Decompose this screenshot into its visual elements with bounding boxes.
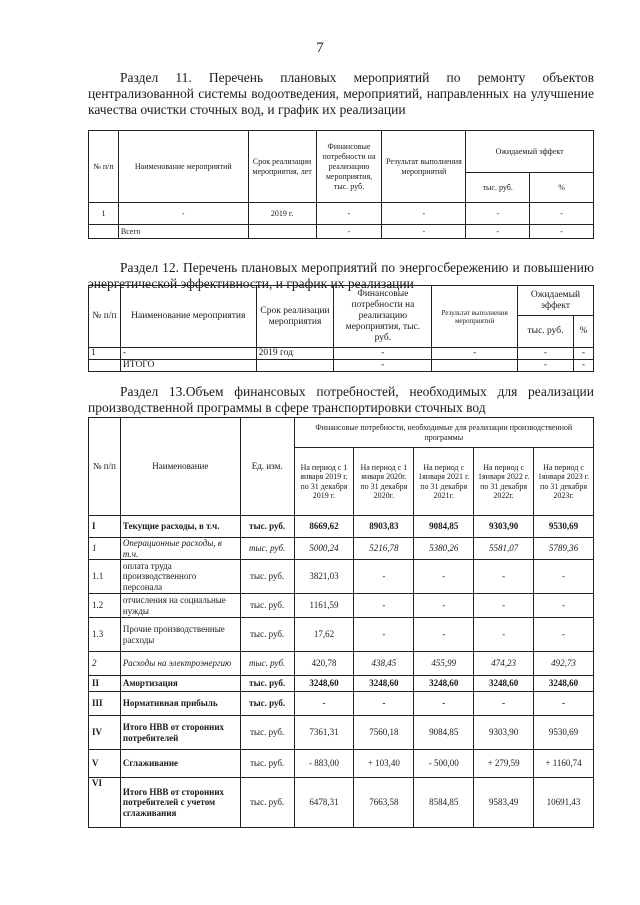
row-value: 17,62: [294, 618, 354, 652]
header-finance-group: Финансовые потребности, необходимые для реализации производственной программы: [294, 418, 593, 448]
table-row: [89, 360, 594, 372]
row-unit: тыс. руб.: [240, 716, 294, 750]
row-value: 3248,60: [294, 676, 354, 692]
row-name: Итого НВВ от сторонних потребителей: [120, 716, 240, 750]
section-13-title: Раздел 13.Объем финансовых потребностей, необходимых для реализации производственной программы в сфере транспортировки сточных вод: [88, 384, 594, 415]
row-unit: тыс. руб.: [240, 652, 294, 676]
row-name: -: [118, 203, 248, 225]
row-rub: -: [518, 348, 574, 360]
row-name: отчисления на социальные нужды: [120, 594, 240, 618]
row-value: -: [354, 692, 414, 716]
row-value: 9303,90: [474, 516, 534, 538]
row-value: 3821,03: [294, 560, 354, 594]
row-value: 5789,36: [534, 538, 594, 560]
row-value: -: [534, 692, 594, 716]
row-name: Нормативная прибыль: [120, 692, 240, 716]
row-code: 1.3: [89, 618, 121, 652]
row-value: -: [534, 560, 594, 594]
table-row: [89, 652, 594, 676]
row-value: 10691,43: [534, 778, 594, 828]
header-period: На период с 1января 2022 г. по 31 декабря 2022г.: [474, 448, 534, 516]
header-finance: Финансовые потребности на реализацию мероприятия, тыс. руб.: [316, 131, 382, 203]
row-value: 492,73: [534, 652, 594, 676]
table-row: [89, 594, 594, 618]
section-13-table: [88, 417, 594, 828]
row-name: Сглаживание: [120, 750, 240, 778]
table-row: [89, 676, 594, 692]
row-result: -: [432, 348, 518, 360]
header-period: На период с 1 января 2019 г. по 31 декабря 2019 г.: [294, 448, 354, 516]
header-period: На период с 1января 2021 г. по 31 декабря 2021г.: [414, 448, 474, 516]
row-name: -: [120, 348, 256, 360]
row-unit: тыс. руб.: [240, 676, 294, 692]
row-term: 2019 год: [256, 348, 334, 360]
section-11-title: Раздел 11. Перечень плановых мероприятий по ремонту объектов централизованной системы водоотведения, мероприятий, направленных на улучшение качества очистки сточных вод, и график их реализации: [88, 70, 594, 117]
row-value: + 279,59: [474, 750, 534, 778]
row-value: + 103,40: [354, 750, 414, 778]
header-effect: Ожидаемый эффект: [466, 131, 594, 173]
row-value: 5216,78: [354, 538, 414, 560]
row-num: [89, 225, 119, 239]
row-value: -: [414, 692, 474, 716]
header-name: Наименование мероприятия: [120, 286, 256, 348]
row-value: 9084,85: [414, 716, 474, 750]
row-value: 7361,31: [294, 716, 354, 750]
page-number: 7: [316, 40, 324, 56]
row-value: - 500,00: [414, 750, 474, 778]
row-value: -: [474, 560, 534, 594]
row-pct: -: [530, 203, 594, 225]
row-name: ИТОГО: [120, 360, 256, 372]
row-value: - 883,00: [294, 750, 354, 778]
row-result: -: [382, 225, 466, 239]
row-value: 9084,85: [414, 516, 474, 538]
row-value: 438,45: [354, 652, 414, 676]
header-effect-pct: %: [573, 316, 593, 348]
row-term: [256, 360, 334, 372]
header-term: Срок реализации мероприятия: [256, 286, 334, 348]
row-unit: тыс. руб.: [240, 692, 294, 716]
header-name: Наименование: [120, 418, 240, 516]
row-finance: -: [316, 203, 382, 225]
header-result: Результат выполнения мероприятий: [382, 131, 466, 203]
table-row: [89, 716, 594, 750]
section-11-table: [88, 130, 594, 239]
row-value: 9530,69: [534, 516, 594, 538]
row-finance: -: [316, 225, 382, 239]
header-num: № п/п: [89, 418, 121, 516]
row-name: Итого НВВ от сторонних потребителей с учетом сглаживания: [120, 778, 240, 828]
row-value: -: [474, 692, 534, 716]
header-period: На период с 1 января 2020г. по 31 декабря 2020г.: [354, 448, 414, 516]
row-value: 3248,60: [474, 676, 534, 692]
row-value: -: [534, 618, 594, 652]
row-name: Расходы на электроэнергию: [120, 652, 240, 676]
row-value: 3248,60: [354, 676, 414, 692]
row-code: II: [89, 676, 121, 692]
row-rub: -: [466, 225, 530, 239]
row-num: [89, 360, 121, 372]
row-code: V: [89, 750, 121, 778]
row-num: 1: [89, 348, 121, 360]
header-num: № п/п: [89, 131, 119, 203]
row-value: 7560,18: [354, 716, 414, 750]
row-term: 2019 г.: [248, 203, 316, 225]
row-unit: тыс. руб.: [240, 778, 294, 828]
row-value: 9530,69: [534, 716, 594, 750]
row-value: -: [414, 560, 474, 594]
row-unit: тыс. руб.: [240, 538, 294, 560]
table-row: [89, 348, 594, 360]
row-value: 8584,85: [414, 778, 474, 828]
header-period: На период с 1января 2023 г. по 31 декабря 2023г.: [534, 448, 594, 516]
row-value: 9303,90: [474, 716, 534, 750]
row-rub: -: [518, 360, 574, 372]
row-code: III: [89, 692, 121, 716]
row-pct: -: [573, 360, 593, 372]
row-name: Всего: [118, 225, 248, 239]
row-name: Прочие производственные расходы: [120, 618, 240, 652]
row-code: 2: [89, 652, 121, 676]
row-pct: -: [530, 225, 594, 239]
row-value: -: [354, 560, 414, 594]
row-code: 1.2: [89, 594, 121, 618]
row-value: -: [354, 594, 414, 618]
row-value: 5581,07: [474, 538, 534, 560]
row-unit: тыс. руб.: [240, 618, 294, 652]
row-value: 5000,24: [294, 538, 354, 560]
table-row: [89, 778, 594, 828]
row-name: оплата труда производственного персонала: [120, 560, 240, 594]
row-finance: -: [334, 360, 432, 372]
table-row: [89, 538, 594, 560]
table-row: [89, 692, 594, 716]
row-value: 5380,26: [414, 538, 474, 560]
row-value: -: [414, 594, 474, 618]
header-effect-rub: тыс. руб.: [518, 316, 574, 348]
row-value: -: [474, 618, 534, 652]
row-value: 8903,83: [354, 516, 414, 538]
row-pct: -: [573, 348, 593, 360]
row-name: Амортизация: [120, 676, 240, 692]
row-code: I: [89, 516, 121, 538]
row-value: 474,23: [474, 652, 534, 676]
row-finance: -: [334, 348, 432, 360]
row-value: + 1160,74: [534, 750, 594, 778]
table-row: [89, 750, 594, 778]
header-effect: Ожидаемый эффект: [518, 286, 594, 316]
row-result: -: [382, 203, 466, 225]
header-effect-rub: тыс. руб.: [466, 173, 530, 203]
row-num: 1: [89, 203, 119, 225]
row-value: -: [534, 594, 594, 618]
row-code: VI: [89, 778, 121, 828]
row-value: 8669,62: [294, 516, 354, 538]
header-num: № п/п: [89, 286, 121, 348]
row-unit: тыс. руб.: [240, 594, 294, 618]
table-row: [89, 203, 594, 225]
row-value: 1161,59: [294, 594, 354, 618]
table-row: [89, 225, 594, 239]
row-result: [432, 360, 518, 372]
section-12-title: Раздел 12. Перечень плановых мероприятий по энергосбережению и повышению энергетической эффективности, и график их реализации: [88, 260, 594, 291]
header-result: Результат выполнения мероприятий: [432, 286, 518, 348]
table-row: [89, 516, 594, 538]
header-effect-pct: %: [530, 173, 594, 203]
row-value: -: [294, 692, 354, 716]
header-finance: Финансовые потребности на реализацию мероприятия, тыс. руб.: [334, 286, 432, 348]
row-value: 7663,58: [354, 778, 414, 828]
row-value: 6478,31: [294, 778, 354, 828]
row-unit: тыс. руб.: [240, 750, 294, 778]
row-code: IV: [89, 716, 121, 750]
row-unit: тыс. руб.: [240, 516, 294, 538]
table-row: [89, 618, 594, 652]
row-value: 9583,49: [474, 778, 534, 828]
row-code: 1.1: [89, 560, 121, 594]
row-value: -: [354, 618, 414, 652]
table-row: [89, 560, 594, 594]
header-name: Наименование мероприятий: [118, 131, 248, 203]
row-value: 455,99: [414, 652, 474, 676]
row-value: 3248,60: [534, 676, 594, 692]
header-unit: Ед. изм.: [240, 418, 294, 516]
row-name: Операционные расходы, в т.ч.: [120, 538, 240, 560]
row-value: -: [474, 594, 534, 618]
row-name: Текущие расходы, в т.ч.: [120, 516, 240, 538]
row-rub: -: [466, 203, 530, 225]
row-value: 420,78: [294, 652, 354, 676]
row-value: -: [414, 618, 474, 652]
header-term: Срок реализации мероприятия, лет: [248, 131, 316, 203]
row-value: 3248,60: [414, 676, 474, 692]
section-12-table: [88, 285, 594, 372]
row-unit: тыс. руб.: [240, 560, 294, 594]
row-code: 1: [89, 538, 121, 560]
row-term: [248, 225, 316, 239]
